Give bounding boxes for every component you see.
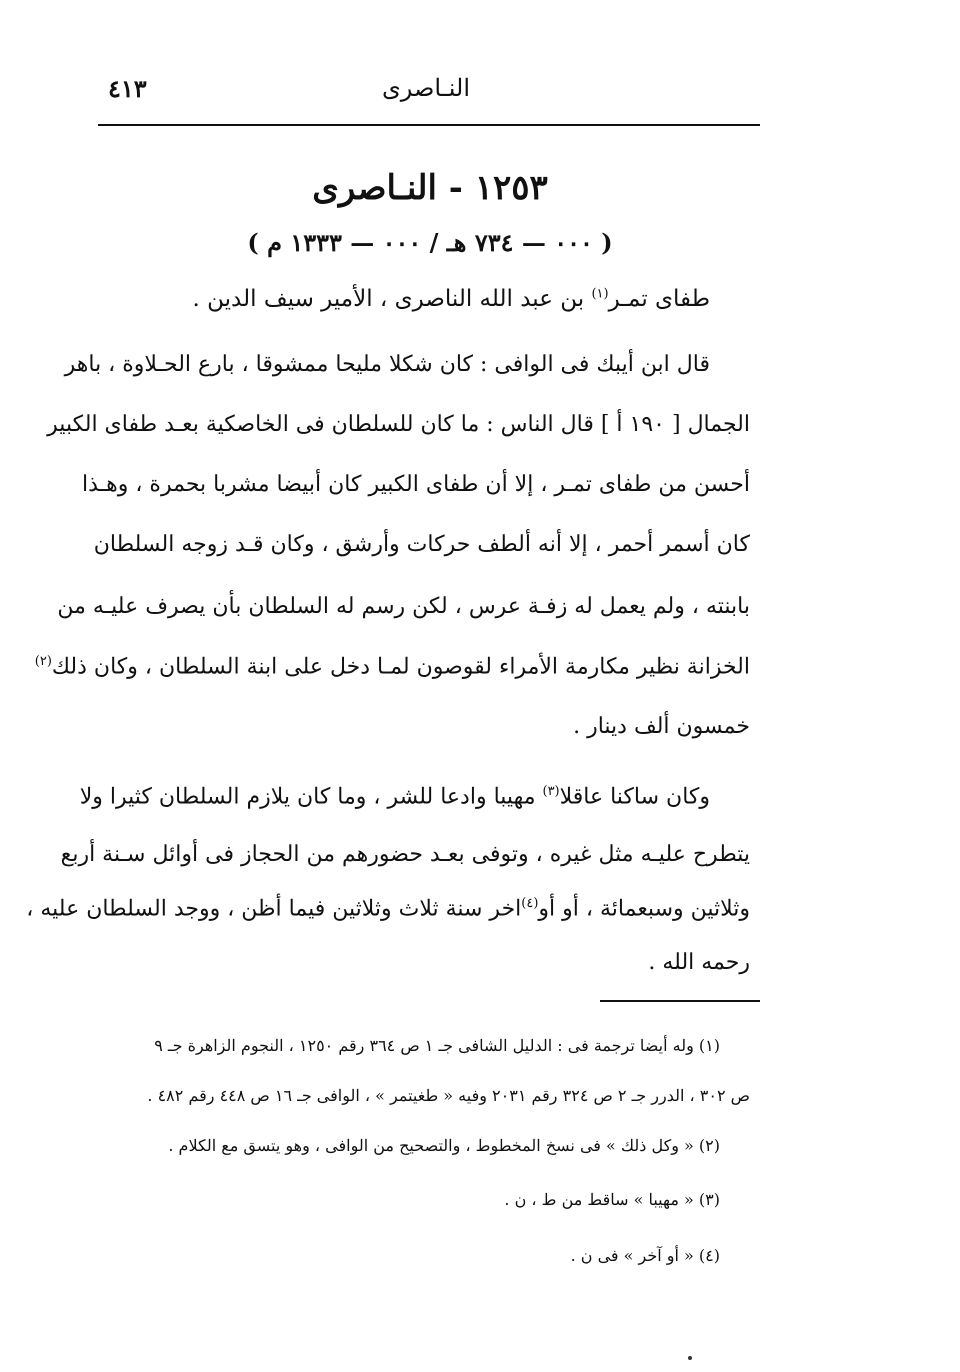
body-line: [26, 896, 750, 922]
footnote-marker-2: (٢): [34, 654, 52, 669]
body-line: خمسون ألف دينار .: [573, 714, 750, 739]
name-suffix: بن عبد الله الناصرى ، الأمير سيف الدين .: [192, 286, 592, 312]
running-head: [100, 72, 760, 116]
name-prefix: طفاى تمـر: [608, 286, 710, 312]
footnote-1: (١) وله أيضا ترجمة فى : الدليل الشافى جـ ١ ص ٣٦٤ رقم ١٢٥٠ ، النجوم الزاهرة جـ ٩: [154, 1036, 720, 1055]
footnote-marker-1: (١): [591, 286, 609, 302]
footnote-marker-4: (٤): [521, 896, 539, 911]
body-line: بابنته ، ولم يعمل له زفـة عرس ، لكن رسم له السلطان بأن يصرف عليـه من: [57, 594, 750, 619]
body-line: قال ابن أيبك فى الوافى : كان شكلا مليحا ممشوقا ، بارع الحـلاوة ، باهر: [64, 352, 710, 377]
entry-heading: ١٢٥٣ - النـاصرى: [312, 168, 548, 208]
entry-name-line: [193, 286, 710, 312]
body-line: [79, 784, 710, 810]
ink-speck: [688, 1356, 692, 1360]
body-line: أحسن من طفاى تمـر ، إلا أن طفاى الكبير كان أبيضا مشربا بحمرة ، وهـذا: [82, 472, 750, 497]
header-rule: [98, 124, 760, 126]
body-text: وثلاثين وسبعمائة ، أو أو: [538, 896, 750, 922]
body-text: الخزانة نظير مكارمة الأمراء لقوصون لمـا دخل على ابنة السلطان ، وكان ذلك: [51, 654, 750, 680]
entry-dates: ( ٠٠٠ — ٧٣٤ هـ / ٠٠٠ — ١٣٣٣ م ): [247, 228, 613, 257]
footnote-rule: [600, 1000, 760, 1002]
body-line: كان أسمر أحمر ، إلا أنه ألطف حركات وأرشق ، وكان قـد زوجه السلطان: [93, 532, 750, 557]
footnote-1-continued: ص ٣٠٢ ، الدرر جـ ٢ ص ٣٢٤ رقم ٢٠٣١ وفيه « طغيتمر » ، الوافى جـ ١٦ ص ٤٤٨ رقم ٤٨٢ .: [147, 1086, 750, 1105]
running-title: النـاصرى: [382, 74, 470, 102]
body-line: [34, 654, 750, 680]
body-line: رحمه الله .: [648, 950, 750, 975]
body-text: وكان ساكنا عاقلا: [559, 784, 710, 810]
footnote-3: (٣) « مهيبا » ساقط من ط ، ن .: [504, 1190, 720, 1209]
body-line: الجمال [ ١٩٠ أ ] قال الناس : ما كان للسلطان فى الخاصكية بعـد طفاى الكبير: [47, 412, 750, 437]
footnote-marker-3: (٣): [542, 784, 560, 799]
footnote-4: (٤) « أو آخر » فى ن .: [570, 1246, 720, 1265]
page-number: ٤١٣: [108, 74, 147, 103]
footnote-2: (٢) « وكل ذلك » فى نسخ المخطوط ، والتصحيح من الوافى ، وهو يتسق مع الكلام .: [168, 1136, 720, 1155]
body-line: يتطرح عليـه مثل غيره ، وتوفى بعـد حضورهم من الحجاز فى أوائل سـنة أربع: [60, 842, 750, 867]
body-text: اخر سنة ثلاث وثلاثين فيما أظن ، ووجد السلطان عليه ،: [26, 896, 522, 922]
body-text: مهيبا وادعا للشر ، وما كان يلازم السلطان كثيرا ولا: [79, 784, 543, 810]
